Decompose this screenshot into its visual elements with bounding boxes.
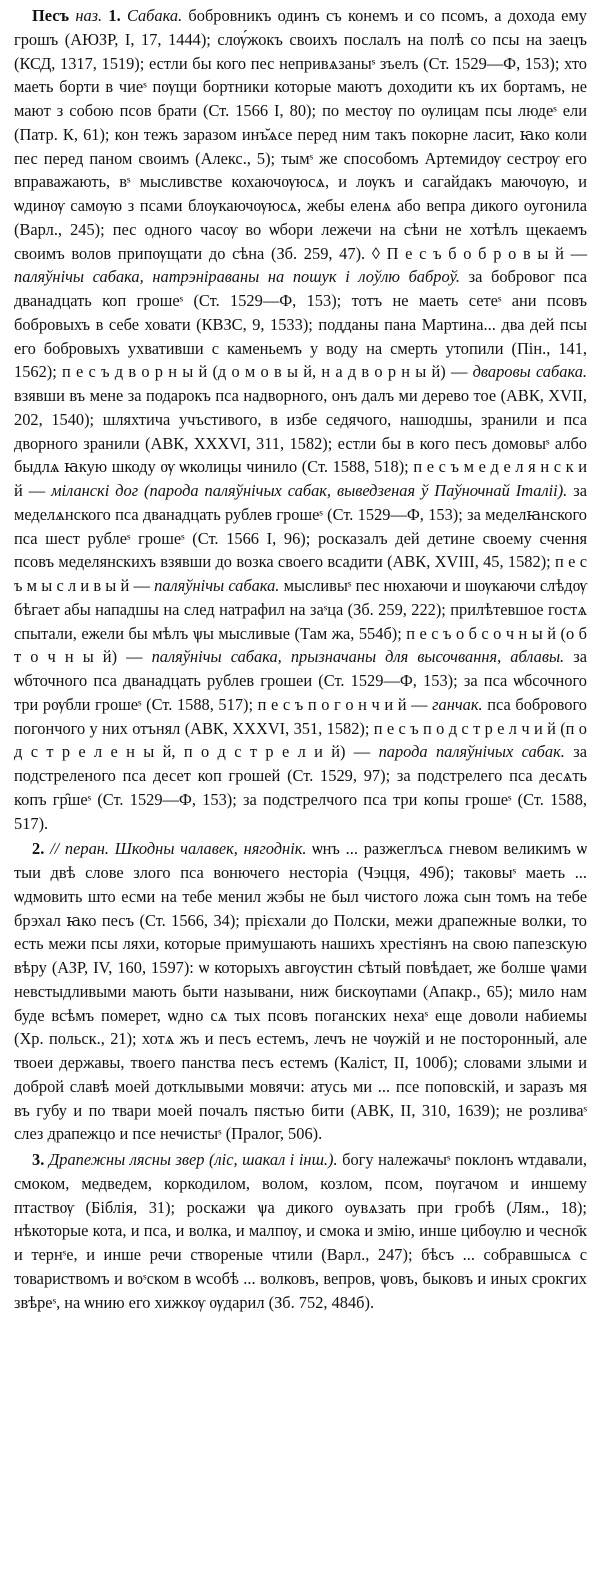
- sense-1: [14, 4, 587, 835]
- grammar-label: наз.: [75, 6, 103, 25]
- sense-text: за подстреленого пса десет коп грошей (Ст. 1529, 97); за подстрелего пса десѧть копъ гр̑шеˢ (Ст. 1529—Ф, 153); за подстрелчого пса три копы грошеˢ (Ст. 1588, 517).: [14, 742, 587, 833]
- sense-gloss: // перан. Шкодны чалавек, нягоднік.: [50, 839, 307, 859]
- sense-number: 2.: [32, 839, 45, 859]
- sense-2: [14, 837, 587, 1146]
- headword: Песъ: [32, 6, 70, 25]
- phrase-gloss: паляўнічы сабака.: [154, 576, 280, 595]
- sense-number: 1.: [108, 6, 121, 25]
- phrase-gloss: паляўнічы сабака, прызначаны для высочвання, аблавы.: [151, 647, 565, 667]
- sense-number: 3.: [32, 1150, 45, 1169]
- sense-text: богу належачыˢ поклонъ ѡтдавали, смоком, медведем, коркодилом, волом, козлом, псом, пѹгачом и иншему птаствѹ (Біблія, 31); роскажи ѱа дикого оувѧзать при гробѣ (Лям., 18); нѣкоторые кота, и пса, и волка, и малпѹ, и смока и змію, инше цибѹлю и чесно̄к и тернˢе, и инше речи створеные чтили (Варл., 247); бѣсъ ... собравшысѧ с товариствомъ и воˢском в ѡсобѣ ... волковъ, вепров, ѱовъ, быковъ и иных срокгих звѣреˢ, на ѡнию его хижкѹ ѹдарил (Зб. 752, 484б).: [14, 1150, 587, 1312]
- phrase-gloss: міланскі дог (парода паляўнічых сабак, выведзеная ў Паўночнай Італіі).: [51, 481, 568, 500]
- phrase-gloss: дваровы сабака.: [472, 362, 587, 382]
- sense-text: мысливыˢ пес нюхаючи и шѹкаючи слѣдѹ бѣгает абы нападшы на след натрафил на заˢца (Зб. 259, 222); прилѣтевшое гостѧ спытали, ежели бы мѣлъ ѱы мысливые (Там жа, 554б); п е с ъ о б с о ч н ы й (о б т о ч н ы й) —: [14, 576, 587, 667]
- sense-text: пса бобрового погончого у них отънял (АВК, XXXVI, 351, 1582); п е с ъ п о д с т р е л ч и й (п о д с т р е л е н ы й, п о д с т р е л и й) —: [14, 694, 587, 762]
- sense-text: взявши въ мене за подарокъ пса надворного, онъ далъ ми дерево тое (АВК, XVII, 202, 1540); шляхтича учъстивого, в избе седячого, нашодшы, зранили и пса дворного зранили (АВК, XXXVI, 311, 1582); естли бы в кого песъ домовыˢ албо быдлѧ ꙗкую шкоду ѹ ѡколицы чинило (Ст. 1588, 518); п е с ъ м е д е л я н с к и й —: [14, 386, 587, 500]
- sense-text: за бобровог пса дванадцать коп грошеˢ (Ст. 1529—Ф, 153); тотъ не маеть сетеˢ ани псовъ бобровыхъ в себе ховати (КВЗС, 9, 1533); подданы пана Мартина... два дей псы его бобровыхъ ухвативши с каменьемъ у воду на смерть утопили (Пін., 141, 1562); п е с ъ д в о р н ы й (д о м о в ы й, н а д в о р н ы й) —: [14, 267, 587, 382]
- phrase-gloss: ганчак.: [432, 694, 483, 714]
- sense-text: за меделѧнского пса дванадцать рублев грошеˢ (Ст. 1529—Ф, 153); за меделꙗнского пса шест рублеˢ грошеˢ (Ст. 1566 I, 96); росказалъ дей детине своему счення псовъ меделянскихъ взявши до возка своего всадити (АВК, XVIII, 45, 1582); п е с ъ м ы с л и в ы й —: [14, 481, 587, 595]
- sense-text: бобровникъ одинъ съ конемъ и со псомъ, а дохода ему грошъ (АЮЗР, I, 17, 1444); слѹ́жокъ своихъ послалъ на полѣ со псы на заецъ (КСД, 1317, 1519); естли бы кого пес непривѧзаныˢ зъелъ (Ст. 1529—Ф, 153); хто маеть борти в чиеˢ пѹщи бортники которые маютъ доходити къ их бортамъ, не мают з собою псов брати (Ст. 1566 I, 80); по местѹ по ѹлицам псы людеˢ ели (Патр. К, 61); кон тежъ заразом инъ̆ѧсе перед ним такъ покорне ласит, ꙗко коли пес перед паном своимъ (Алекс., 5); тымˢ же способомъ Артемидѹ сестрѹ его вправажають, вˢ мысливстве кохаючѹюсѧ, и лѹкъ и сагайдакъ маючѹю, и ѡдинѹ самѹю з псами блѹкаючѹюсѧ, жебы еленѧ або вепра дикого оугонила (Варл., 245); пес одного часѹ во ѡбори лежечи на сѣни не хотѣлъ щекаемъ своимъ волов припѹщати до сѣна (Зб. 259, 47). ◊ П е с ъ б о б р о в ы й —: [14, 6, 587, 263]
- phrase-gloss: паляўнічы сабака, натрэніраваны на пошук і лоўлю баброў.: [14, 267, 460, 287]
- sense-text: за ѡбточного пса дванадцать рублев грошеи (Ст. 1529—Ф, 153); за пса ѡбсочного три рѹбли грошеˢ (Ст. 1588, 517); п е с ъ п о г о н ч и й —: [14, 647, 587, 714]
- phrase-gloss: парода паляўнічых сабак.: [378, 742, 565, 762]
- sense-gloss: Драпежны лясны звер (ліс, шакал і інш.).: [48, 1150, 338, 1169]
- sense-text: ѡнъ ... разжеглъсѧ гневом великимъ ѡ тыи двѣ слове злого пса вонючего несторіа (Чэцця, 49б); таковыˢ маеть ... ѡдмовить што есми на тебе менил жэбы не был чистого ложа сын томъ на тебе брэхал ꙗко песъ (Ст. 1566, 34); прієхали до Полски, межи драпежные волки, то есть межи псы ляхи, которые примушають нашихъ хрестіянъ на свою папезскую вѣру (АЗР, IV, 160, 1597): ѡ которыхъ авгѹстин сѣтый повѣдает, же болше ѱами невстыдливыми мають быти называни, ниж бискѹпами (Апакр., 65); мило нам буде всѣмъ померет, ѡдно сѧ тых псовъ поганских нехаˢ еще доволи набиемы (Хр. польск., 21); хотѧ жъ и песъ естемъ, лечъ не чѹжій и не посторонный, але твоеи державы, твоего панства песъ естемъ (Каліст, II, 100б); словами злыми и доброй славѣ моей дотклывыми мовячи: атусь ми ... псе поповскій, и заразъ мя въ губу и по твари моей почалъ пястью бити (АВК, II, 310, 1639); не розливаˢ слез драпежцо и псе нечистыˢ (Пралог, 506).: [14, 839, 587, 1144]
- sense-gloss: Сабака.: [126, 6, 183, 25]
- sense-3: [14, 1148, 587, 1314]
